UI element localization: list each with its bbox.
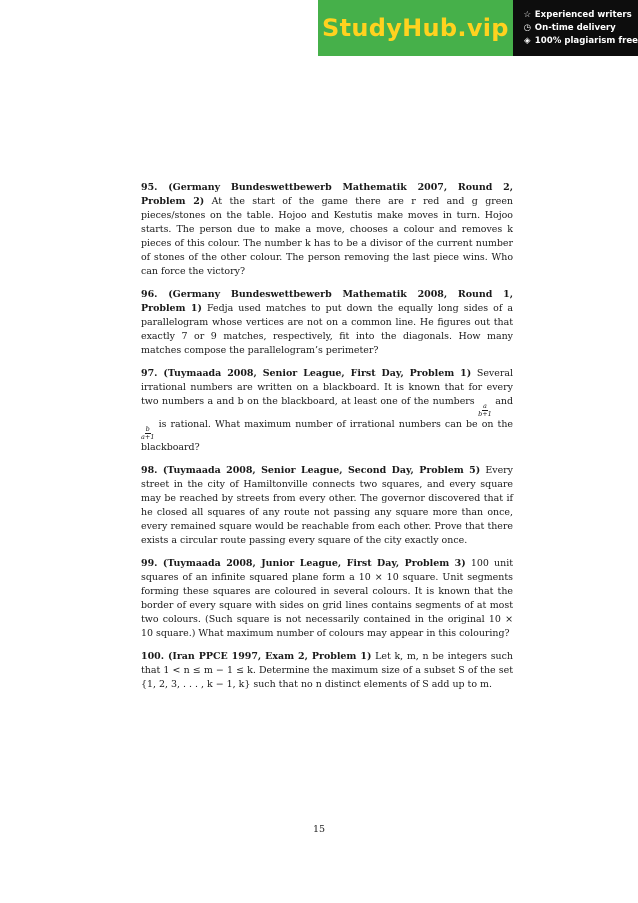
- problem-heading: 98. (Tuymaada 2008, Senior League, Second Day, Problem 5): [141, 465, 481, 476]
- problem-95: [141, 181, 513, 279]
- fraction-b-over-a-plus-1: $\frac{b}{a+1}$: [141, 425, 155, 441]
- problem-heading: 96. (Germany Bundeswettbewerb Mathematik 2008, Round 1, Problem 1): [141, 289, 513, 314]
- perk-item: [523, 10, 638, 20]
- problem-body: Several irrational numbers are written on a blackboard. It is known that for every two numbers a and b on the blackboard, at least one of the numbers: [141, 368, 513, 407]
- problem-heading: 99. (Tuymaada 2008, Junior League, First Day, Problem 3): [141, 558, 466, 569]
- problem-96: [141, 288, 513, 358]
- problem-100: [141, 650, 513, 692]
- ad-banner[interactable]: [318, 0, 638, 56]
- problem-body: and: [495, 396, 513, 407]
- fraction-a-over-b-plus-1: $\frac{a}{b+1}$: [478, 402, 492, 418]
- problem-body: Fedja used matches to put down the equally long sides of a parallelogram whose vertices are not on a common line. He figures out that exactly 7 or 9 matches, respectively, fit into the diagonals. How many matches compose the parallelogram’s perimeter?: [141, 303, 514, 356]
- problem-body: 100 unit squares of an infinite squared plane form a 10 × 10 square. Unit segments forming these squares are coloured in several colours. It is known that the border of every square with sides on grid lines contains segments of at most two colours. (Such square is not necessarily contained in the original 10 × 10 square.) What maximum number of colours may appear in this colouring?: [141, 558, 514, 639]
- problem-body: Every street in the city of Hamiltonville connects two squares, and every square may be reached by streets from every other. The governor discovered that if he closed all squares of any route not passing any square more than once, every remained square would be reachable from each other. Prove that there exists a circular route passing every square of the city exactly once.: [141, 465, 513, 546]
- problem-heading: 97. (Tuymaada 2008, Senior League, First Day, Problem 1): [141, 368, 472, 379]
- problem-body: At the start of the game there are r red and g green pieces/stones on the table. Hojoo and Kestutis make moves in turn. Hojoo starts. The person due to make a move, chooses a colour and removes k pieces of this colour. The number k has to be a divisor of the current number of stones of the other colour. The person removing the last piece wins. Who can force the victory?: [141, 196, 514, 277]
- problem-98: [141, 464, 513, 548]
- problem-heading: 95. (Germany Bundeswettbewerb Mathematik 2007, Round 2, Problem 2): [141, 182, 513, 207]
- shield-check-icon: ◈: [524, 36, 531, 46]
- problem-97: [141, 367, 513, 455]
- page-number: 15: [312, 824, 326, 835]
- perk-item: [523, 23, 638, 33]
- brand-logo[interactable]: StudyHub.vip: [318, 0, 513, 56]
- problems-section: [141, 181, 513, 701]
- clock-icon: ◷: [523, 23, 531, 33]
- perk-label: Experienced writers: [534, 10, 632, 20]
- star-icon: ☆: [523, 10, 532, 20]
- problem-99: [141, 557, 513, 641]
- perk-label: On-time delivery: [534, 23, 616, 33]
- problem-body: Let k, m, n be integers such that 1 < n ≤ m − 1 ≤ k. Determine the maximum size of a subset S of the set {1, 2, 3, . . . , k − 1, k} such that no n distinct elements of S add up to m.: [141, 651, 513, 690]
- problem-body: is rational. What maximum number of irrational numbers can be on the blackboard?: [141, 419, 514, 453]
- perk-item: [523, 36, 638, 46]
- perks-list: [513, 0, 638, 56]
- problem-heading: 100. (Iran PPCE 1997, Exam 2, Problem 1): [141, 651, 372, 662]
- perk-label: 100% plagiarism free: [534, 36, 638, 46]
